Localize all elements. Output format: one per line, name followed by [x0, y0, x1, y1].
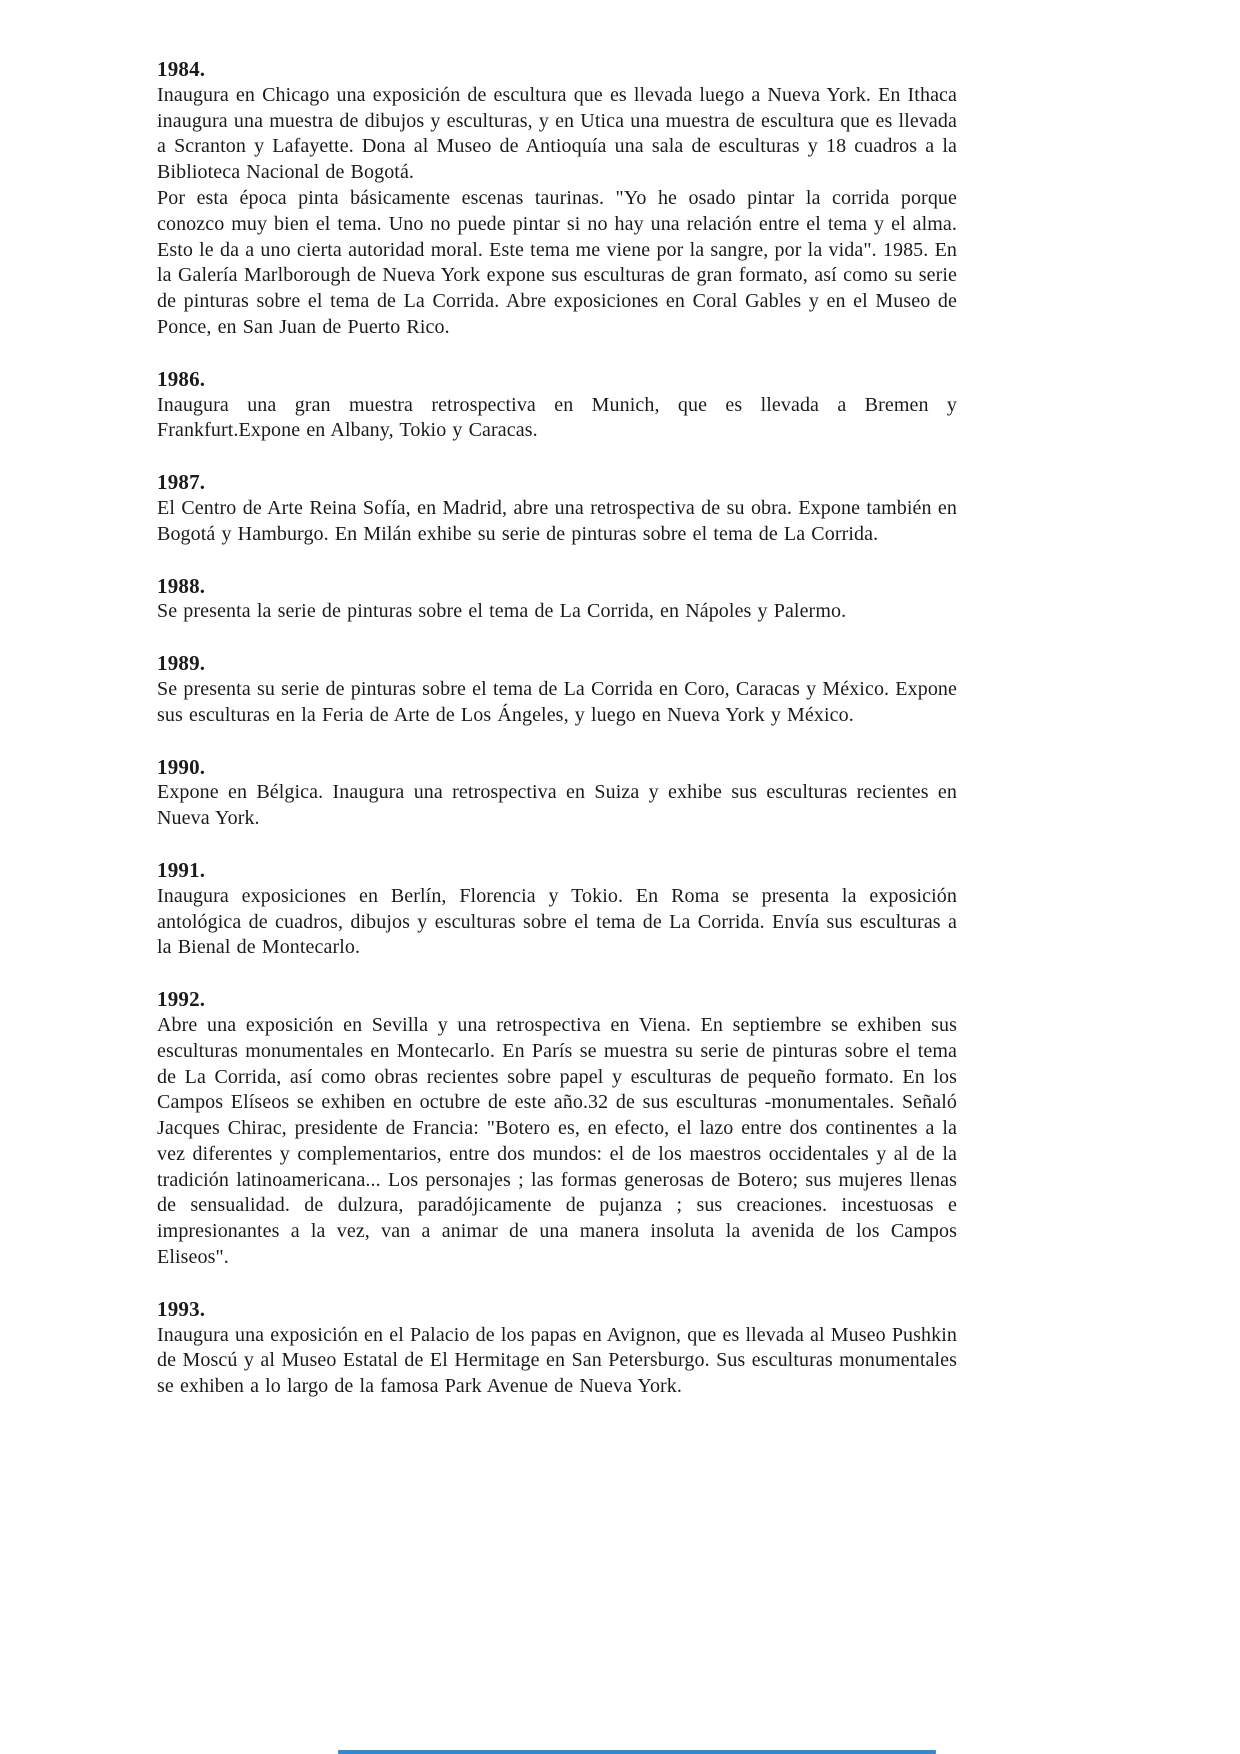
- year-heading-1986: 1986.: [157, 366, 206, 391]
- paragraph: Inaugura en Chicago una exposición de escultura que es llevada luego a Nueva York. En Ithaca inaugura una muestra de dibujos y esculturas, y en Utica una muestra de escultura que es llevada a Scranton y Lafayette. Dona al Museo de Antioquía una sala de esculturas y 18 cuadros a la Biblioteca Nacional de Bogotá.: [157, 83, 957, 184]
- paragraph: Inaugura una exposición en el Palacio de los papas en Avignon, que es llevada al Museo Pushkin de Moscú y al Museo Estatal de El Hermitage en San Petersburgo. Sus esculturas monumentales se exhiben a lo largo de la famosa Park Avenue de Nueva York.: [157, 1323, 957, 1398]
- document-page: [157, 57, 957, 1400]
- section-1992: [157, 987, 957, 1271]
- paragraph: Se presenta la serie de pinturas sobre el tema de La Corrida, en Nápoles y Palermo.: [157, 600, 847, 623]
- clipped-link-line: [338, 1750, 936, 1754]
- section-1990: [157, 755, 957, 832]
- year-heading-1992: 1992.: [157, 987, 206, 1012]
- year-heading-1989: 1989.: [157, 651, 206, 676]
- year-heading-1991: 1991.: [157, 857, 206, 882]
- year-heading-1984: 1984.: [157, 57, 206, 81]
- section-1991: [157, 858, 957, 961]
- year-heading-1987: 1987.: [157, 470, 206, 495]
- paragraph: Inaugura una gran muestra retrospectiva en Munich, que es llevada a Bremen y Frankfurt.Expone en Albany, Tokio y Caracas.: [157, 393, 957, 442]
- paragraph: Inaugura exposiciones en Berlín, Florencia y Tokio. En Roma se presenta la exposición antológica de cuadros, dibujos y esculturas sobre el tema de La Corrida. Envía sus esculturas a la Bienal de Montecarlo.: [157, 884, 957, 959]
- section-1993: [157, 1297, 957, 1400]
- section-1986: [157, 367, 957, 444]
- year-heading-1988: 1988.: [157, 573, 206, 598]
- section-1984: [157, 57, 957, 341]
- year-heading-1990: 1990.: [157, 754, 206, 779]
- section-1989: [157, 651, 957, 728]
- section-1988: [157, 574, 957, 626]
- paragraph: Por esta época pinta básicamente escenas taurinas. "Yo he osado pintar la corrida porque conozco muy bien el tema. Uno no puede pintar si no hay una relación entre el tema y el alma. Esto le da a uno cierta autoridad moral. Este tema me viene por la sangre, por la vida". 1985. En la Galería Marlborough de Nueva York expone sus esculturas de gran formato, así como su serie de pinturas sobre el tema de La Corrida. Abre exposiciones en Coral Gables y en el Museo de Ponce, en San Juan de Puerto Rico.: [157, 186, 957, 338]
- section-1987: [157, 470, 957, 547]
- paragraph: El Centro de Arte Reina Sofía, en Madrid, abre una retrospectiva de su obra. Expone también en Bogotá y Hamburgo. En Milán exhibe su serie de pinturas sobre el tema de La Corrida.: [157, 496, 957, 545]
- paragraph: Expone en Bélgica. Inaugura una retrospectiva en Suiza y exhibe sus esculturas recientes en Nueva York.: [157, 781, 957, 830]
- paragraph: Se presenta su serie de pinturas sobre el tema de La Corrida en Coro, Caracas y México. Expone sus esculturas en la Feria de Arte de Los Ángeles, y luego en Nueva York y México.: [157, 677, 957, 726]
- paragraph: Abre una exposición en Sevilla y una retrospectiva en Viena. En septiembre se exhiben sus esculturas monumentales en Montecarlo. En París se muestra su serie de pinturas sobre el tema de La Corrida, así como obras recientes sobre papel y esculturas de pequeño formato. En los Campos Elíseos se exhiben en octubre de este año.32 de sus esculturas -monumentales. Señaló Jacques Chirac, presidente de Francia: "Botero es, en efecto, el lazo entre dos continentes a la vez diferentes y complementarios, entre dos mundos: el de los maestros occidentales y al de la tradición latinoamericana... Los personajes ; las formas generosas de Botero; sus mujeres llenas de sensualidad. de dulzura, paradójicamente de pujanza ; sus creaciones. incestuosas e impresionantes a la vez, van a animar de una manera insoluta la avenida de los Campos Eliseos".: [157, 1013, 957, 1269]
- year-heading-1993: 1993.: [157, 1296, 206, 1321]
